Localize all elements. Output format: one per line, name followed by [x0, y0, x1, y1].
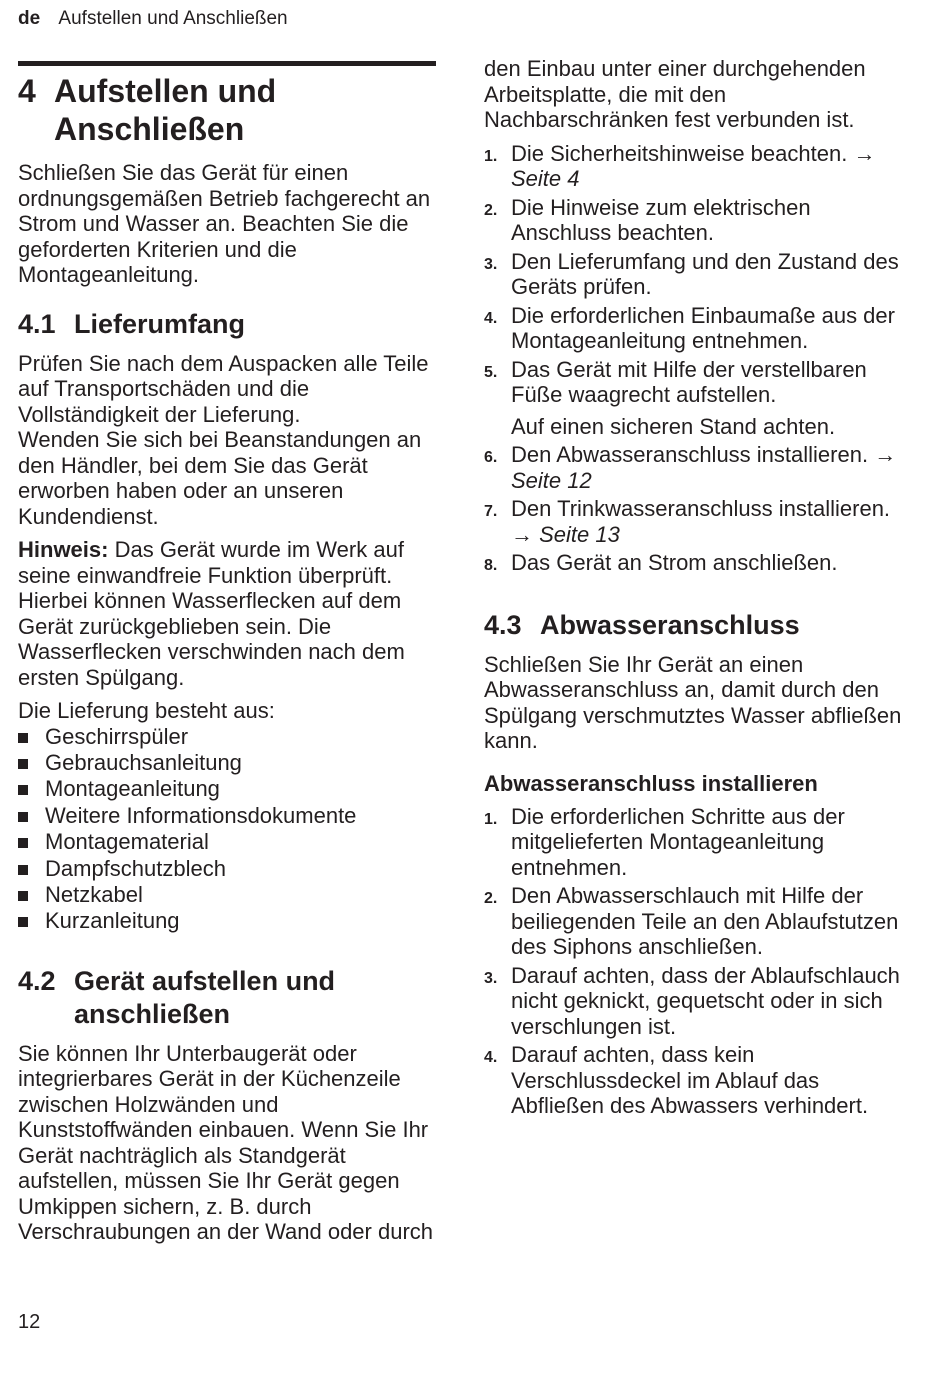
step-number: 6.	[484, 449, 498, 466]
section-4-3-paragraph: Schließen Sie Ihr Gerät an einen Abwasseranschluss an, damit durch den Spülgang verschmutztes Wasser abfließen kann.	[484, 651, 902, 753]
left-column	[18, 61, 436, 1253]
step-item	[484, 442, 904, 493]
bullet-square-icon	[18, 891, 28, 901]
section-title: Lieferumfang	[74, 308, 246, 339]
chapter-title: Aufstellen und Anschließen	[54, 73, 277, 147]
delivery-list-item	[18, 803, 436, 829]
chapter-heading	[18, 72, 436, 148]
note-label: Hinweis:	[18, 537, 109, 562]
step-item	[484, 550, 904, 579]
step-body	[511, 883, 904, 960]
step-item	[484, 357, 904, 440]
section-number: 4.1	[18, 308, 56, 339]
step-item	[484, 804, 904, 881]
section-4-2-steps	[484, 141, 904, 579]
step-number: 2.	[484, 890, 498, 907]
section-title: Abwasseranschluss	[540, 609, 800, 640]
delivery-list-item	[18, 882, 436, 908]
delivery-list-item	[18, 776, 436, 802]
bullet-square-icon	[18, 785, 28, 795]
delivery-list-item-text: Dampfschutzblech	[45, 855, 226, 881]
bullet-square-icon	[18, 838, 28, 848]
step-item	[484, 883, 904, 960]
step-item	[484, 1042, 904, 1119]
step-number: 7.	[484, 503, 498, 520]
step-body	[511, 1042, 904, 1119]
step-item	[484, 963, 904, 1040]
step-body	[511, 442, 904, 493]
language-code: de	[18, 8, 41, 29]
bullet-square-icon	[18, 865, 28, 875]
delivery-list-item-text: Montagematerial	[45, 829, 209, 855]
bullet-square-icon	[18, 917, 28, 927]
step-body	[511, 496, 904, 547]
section-4-3-subheading: Abwasseranschluss installieren	[484, 770, 818, 796]
step-text: Den Lieferumfang und den Zustand des Geräts prüfen.	[511, 248, 899, 299]
step-number: 8.	[484, 557, 498, 574]
page-reference-link[interactable]: Seite 13	[539, 521, 620, 547]
step-item	[484, 249, 904, 300]
page-reference-link[interactable]: Seite 12	[511, 467, 592, 493]
page-header	[18, 8, 288, 30]
step-text: Das Gerät an Strom anschließen.	[511, 550, 838, 575]
step-body	[511, 963, 904, 1040]
step-body	[511, 804, 904, 881]
section-4-1-paragraph-2: Wenden Sie sich bei Beanstandungen an den Händler, bei dem Sie das Gerät erworben haben oder an unseren Kundendienst.	[18, 427, 422, 529]
step-text: Darauf achten, dass der Ablaufschlauch nicht geknickt, gequetscht oder in sich verschlungen ist.	[511, 962, 900, 1039]
step-number: 1.	[484, 147, 498, 165]
step-item	[484, 141, 904, 192]
delivery-list-item	[18, 829, 436, 855]
chapter-rule	[18, 61, 436, 66]
step-number: 3.	[484, 255, 498, 273]
delivery-list-item-text: Geschirrspüler	[45, 723, 189, 749]
section-4-2-heading	[18, 965, 436, 1031]
delivery-list-item-text: Gebrauchsanleitung	[45, 749, 242, 775]
chapter-intro: Schließen Sie das Gerät für einen ordnungsgemäßen Betrieb fachgerecht an Strom und Wasser an. Beachten Sie die geforderten Kriterien und die Montageanleitung.	[18, 160, 431, 287]
step-body	[511, 357, 904, 440]
step-number: 2.	[484, 201, 498, 219]
step-text: Den Trinkwasseranschluss installieren.	[511, 496, 891, 521]
section-4-2-paragraph-start: Sie können Ihr Unterbaugerät oder integrierbares Gerät in der Küchenzeile zwischen Holzwänden und Kunststoffwänden einbauen. Wenn Sie Ihr Gerät nachträglich als Standgerät aufstellen, müssen Sie Ihr Gerät gegen Umkippen sichern, z. B. durch Verschraubungen an der Wand oder durch	[18, 1040, 434, 1245]
step-number: 4.	[484, 309, 498, 327]
page-number: 12	[18, 1311, 41, 1333]
right-column	[484, 56, 904, 1122]
step-text: Die erforderlichen Einbaumaße aus der Montageanleitung entnehmen.	[511, 302, 895, 353]
delivery-list-item	[18, 908, 436, 934]
step-item	[484, 303, 904, 354]
step-body	[511, 141, 904, 192]
delivery-list-item	[18, 856, 436, 882]
page-reference-link[interactable]: Seite 4	[511, 166, 580, 191]
step-body	[511, 195, 904, 246]
step-body	[511, 303, 904, 354]
bullet-square-icon	[18, 759, 28, 769]
section-4-2-paragraph-end: den Einbau unter einer durchgehenden Arbeitsplatte, die mit den Nachbarschränken fest verbunden ist.	[484, 56, 866, 132]
delivery-list-item	[18, 750, 436, 776]
step-item	[484, 496, 904, 547]
bullet-square-icon	[18, 733, 28, 743]
step-number: 1.	[484, 810, 498, 828]
arrow-right-icon: →	[853, 140, 876, 166]
delivery-list-item-text: Netzkabel	[45, 881, 143, 907]
step-text: Die Hinweise zum elektrischen Anschluss beachten.	[511, 194, 811, 245]
step-text: Den Abwasseranschluss installieren.	[511, 442, 869, 467]
section-title: Gerät aufstellen und anschließen	[74, 965, 336, 1029]
section-4-3-steps	[484, 804, 904, 1119]
delivery-list	[18, 724, 436, 935]
header-title: Aufstellen und Anschließen	[58, 8, 288, 29]
step-text: Das Gerät mit Hilfe der verstellbaren Füße waagrecht aufstellen.	[511, 356, 867, 407]
chapter-number: 4	[18, 73, 36, 109]
arrow-right-icon: →	[874, 442, 897, 467]
step-number: 3.	[484, 969, 498, 987]
section-4-1-paragraph-1: Prüfen Sie nach dem Auspacken alle Teile auf Transportschäden und die Vollständigkeit der Lieferung.	[18, 350, 429, 427]
delivery-list-item	[18, 724, 436, 750]
step-text: Die erforderlichen Schritte aus der mitgelieferten Montageanleitung entnehmen.	[511, 803, 845, 880]
step-body	[511, 249, 904, 300]
step-item	[484, 195, 904, 246]
delivery-list-intro: Die Lieferung besteht aus:	[18, 698, 275, 723]
note-paragraph	[18, 537, 436, 690]
section-number: 4.2	[18, 965, 56, 996]
step-text: Die Sicherheitshinweise beachten.	[511, 140, 848, 166]
delivery-list-item-text: Kurzanleitung	[45, 908, 180, 934]
note-text: Das Gerät wurde im Werk auf seine einwandfreie Funktion überprüft. Hierbei können Wasserflecken auf dem Gerät zurückgeblieben sein. Die Wasserflecken verschwinden nach dem ersten Spülgang.	[18, 537, 405, 690]
delivery-list-item-text: Weitere Informationsdokumente	[45, 802, 357, 828]
section-number: 4.3	[484, 609, 522, 640]
section-4-1-heading	[18, 308, 436, 341]
step-extra-text: Auf einen sicheren Stand achten.	[511, 413, 836, 439]
step-number: 4.	[484, 1049, 498, 1066]
delivery-list-item-text: Montageanleitung	[45, 776, 220, 802]
section-4-3-heading	[484, 609, 904, 642]
bullet-square-icon	[18, 812, 28, 822]
step-body	[511, 550, 837, 579]
step-text: Darauf achten, dass kein Verschlussdeckel im Ablauf das Abfließen des Abwassers verhindert.	[511, 1042, 869, 1118]
arrow-right-icon: →	[511, 521, 533, 547]
step-number: 5.	[484, 363, 498, 381]
step-text: Den Abwasserschlauch mit Hilfe der beiliegenden Teile an den Ablaufstutzen des Siphons anschließen.	[511, 883, 899, 959]
